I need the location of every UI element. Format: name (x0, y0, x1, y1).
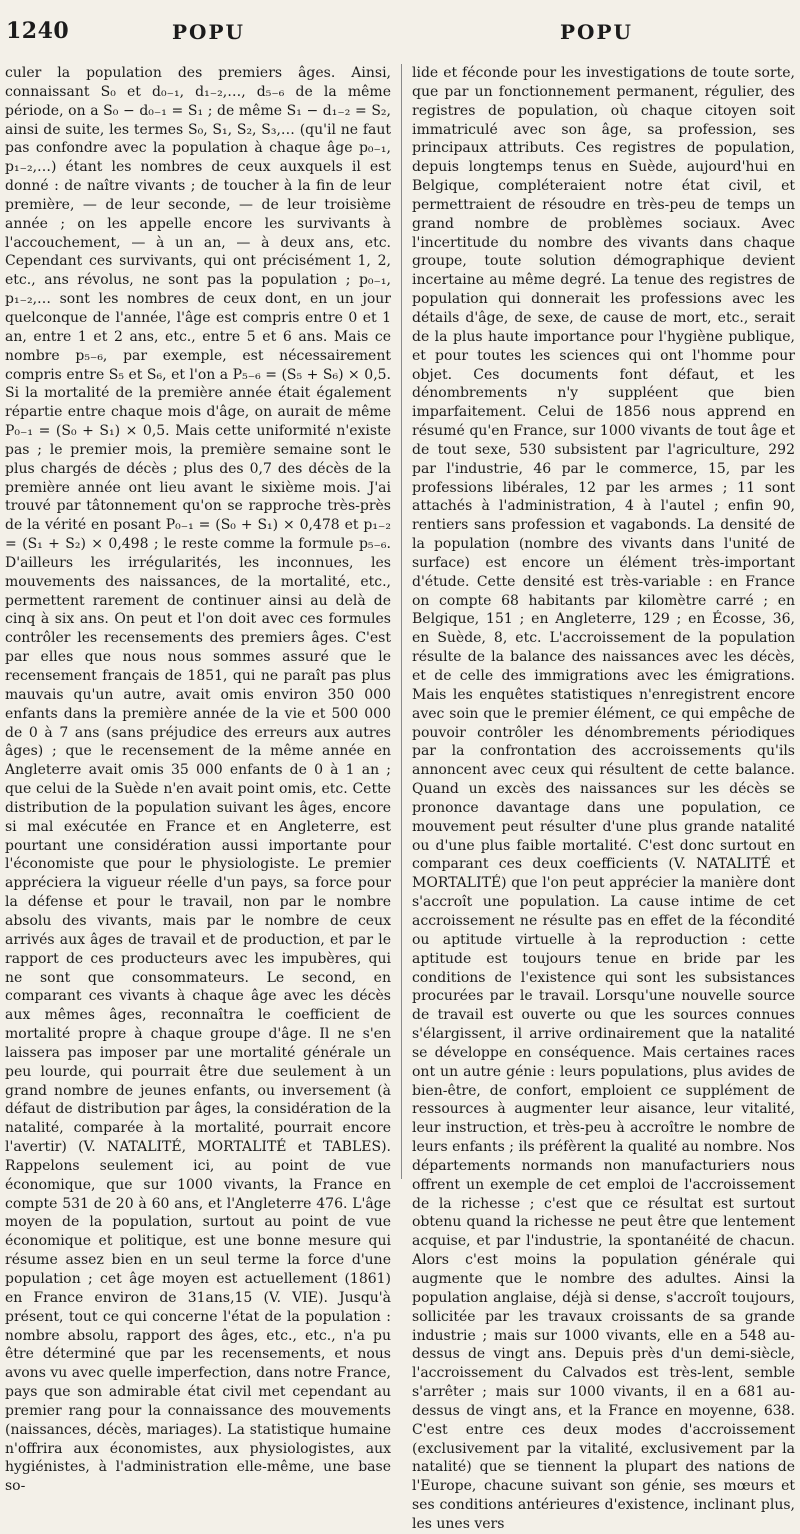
page-number: 1240 (6, 18, 70, 44)
left-column (5, 64, 391, 1495)
column-divider (401, 64, 402, 1179)
running-head-left: POPU (172, 20, 245, 44)
left-column-text: culer la population des premiers âges. Ainsi, connaissant S₀ et d₀₋₁, d₁₋₂,…, d₅₋₆ de la même période, on a S₀ − d₀₋₁ = S₁ ; de même S₁ − d₁₋₂ = S₂, ainsi de suite, les termes S₀, S₁, S₂, S₃,… (qu'il ne faut pas confondre avec la population à chaque âge p₀₋₁, p₁₋₂,…) étant les nombres de ceux auxquels il est donné : de naître vivants ; de toucher à la fin de leur première, — de leur seconde, — de leur troisième année ; on les appelle encore les survivants à l'accouchement, — à un an, — à deux ans, etc. Cependant ces survivants, qui ont précisément 1, 2, etc., ans révolus, ne sont pas la population ; p₀₋₁, p₁₋₂,… sont les nombres de ceux dont, en un jour quelconque de l'année, l'âge est compris entre 0 et 1 an, entre 1 et 2 ans, etc., entre 5 et 6 ans. Mais ce nombre p₅₋₆, par exemple, est nécessairement compris entre S₅ et S₆, et l'on a P₅₋₆ = (S₅ + S₆) × 0,5. Si la mortalité de la première année était également répartie entre chaque mois d'âge, on aurait de même P₀₋₁ = (S₀ + S₁) × 0,5. Mais cette uniformité n'existe pas ; le premier mois, la première semaine sont le plus chargés de décès ; plus des 0,7 des décès de la première année ont lieu avant le sixième mois. J'ai trouvé par tâtonnement qu'on se rapproche très-près de la vérité en posant P₀₋₁ = (S₀ + S₁) × 0,478 et p₁₋₂ = (S₁ + S₂) × 0,498 ; le reste comme la formule p₅₋₆. D'ailleurs les irrégularités, les inconnues, les mouvements des naissances, de la mortalité, etc., permettent rarement de continuer ainsi au delà de cinq à six ans. On peut et l'on doit avec ces formules contrôler les recensements des premiers âges. C'est par elles que nous nous sommes assuré que le recensement français de 1851, qui ne paraît pas plus mauvais qu'un autre, avait omis environ 350 000 enfants dans la première année de la vie et 500 000 de 0 à 7 ans (sans préjudice des erreurs aux autres âges) ; que le recensement de la même année en Angleterre avait omis 35 000 enfants de 0 à 1 an ; que celui de la Suède n'en avait point omis, etc. Cette distribution de la population suivant les âges, encore si mal exécutée en France et en Angleterre, est pourtant une considération aussi importante pour l'économiste que pour le physiologiste. Le premier appréciera la vigueur réelle d'un pays, sa force pour la défense et pour le travail, non par le nombre absolu des vivants, mais par le nombre de ceux arrivés aux âges de travail et de production, et par le rapport de ces producteurs avec les impubères, qui ne sont que consommateurs. Le second, en comparant ces vivants à chaque âge avec les décès aux mêmes âges, reconnaîtra le coefficient de mortalité propre à chaque groupe d'âge. Il ne s'en laissera pas imposer par une mortalité générale un peu lourde, qui pourrait être due seulement à un grand nombre de jeunes enfants, ou inversement (à défaut de distribution par âges, la considération de la natalité, comparée à la mortalité, pourrait encore l'avertir) (V. NATALITÉ, MORTALITÉ et TABLES). Rappelons seulement ici, au point de vue économique, que sur 1000 vivants, la France en compte 531 de 20 à 60 ans, et l'Angleterre 476. L'âge moyen de la population, surtout au point de vue économique et politique, est une bonne mesure qui résume assez bien en un seul terme la force d'une population ; cet âge moyen est actuellement (1861) en France environ de 31ans,15 (V. VIE). Jusqu'à présent, tout ce qui concerne l'état de la population : nombre absolu, rapport des âges, etc., etc., n'a pu être déterminé que par les recensements, et nous avons vu avec quelle imperfection, dans notre France, pays que son admirable état civil met cependant au premier rang pour la connaissance des mouvements (naissances, décès, mariages). La statistique humaine n'offrira aux économistes, aux physiologistes, aux hygiénistes, à l'administration elle-même, une base so- (5, 65, 391, 1495)
right-column-text: lide et féconde pour les investigations de toute sorte, que par un fonctionnement permanent, régulier, des registres de population, où chaque citoyen soit immatriculé avec son âge, sa profession, ses principaux attributs. Ces registres de population, depuis longtemps tenus en Suède, aujourd'hui en Belgique, compléteraient notre état civil, et permettraient de résoudre en très-peu de temps un grand nombre de problèmes sociaux. Avec l'incertitude du nombre des vivants dans chaque groupe, toute solution démographique devient incertaine au même degré. La tenue des registres de population qui donnerait les professions avec les détails d'âge, de sexe, de cause de mort, etc., serait de la plus haute importance pour l'hygiène publique, et pour toutes les sciences qui ont l'homme pour objet. Ces documents font défaut, et les dénombrements n'y suppléent que bien imparfaitement. Celui de 1856 nous apprend en résumé qu'en France, sur 1000 vivants de tout âge et de tout sexe, 530 subsistent par l'agriculture, 292 par l'industrie, 46 par le commerce, 15, par les professions libérales, 12 par les armes ; 11 sont attachés à l'administration, 4 à l'autel ; enfin 90, rentiers sans profession et vagabonds. La densité de la population (nombre des vivants dans l'unité de surface) est encore un élément très-important d'étude. Cette densité est très-variable : en France on compte 68 habitants par kilomètre carré ; en Belgique, 151 ; en Angleterre, 129 ; en Écosse, 36, en Suède, 8, etc. L'accroissement de la population résulte de la balance des naissances avec les décès, et de celle des immigrations avec les émigrations. Mais les enquêtes statistiques n'enregistrent encore avec soin que le premier élément, ce qui empêche de pouvoir contrôler les dénombrements périodiques par la confrontation des accroissements qu'ils annoncent avec ceux qui résultent de cette balance. Quand un excès des naissances sur les décès se prononce davantage dans une population, ce mouvement peut résulter d'une plus grande natalité ou d'une plus faible mortalité. C'est donc surtout en comparant ces deux coefficients (V. NATALITÉ et MORTALITÉ) que l'on peut apprécier la manière dont s'accroît une population. La cause intime de cet accroissement ne résulte pas en effet de la fécondité ou aptitude virtuelle à la reproduction : cette aptitude est toujours tenue en bride par les conditions de l'existence qui sont les subsistances procurées par le travail. Lorsqu'une nouvelle source de travail est ouverte ou que les sources connues s'élargissent, il arrive ordinairement que la natalité se développe en conséquence. Mais certaines races ont un autre génie : leurs populations, plus avides de bien-être, de confort, emploient ce supplément de ressources à augmenter leur aisance, leur vitalité, leur instruction, et très-peu à accroître le nombre de leurs enfants ; ils préfèrent la qualité au nombre. Nos départements normands non manufacturiers nous offrent un exemple de cet emploi de l'accroissement de la richesse ; c'est que ce résultat est surtout obtenu quand la richesse ne peut être que lentement acquise, et par l'industrie, la spontanéité de chacun. Alors c'est moins la population générale qui augmente que le nombre des adultes. Ainsi la population anglaise, déjà si dense, s'accroît toujours, sollicitée par les travaux croissants de sa grande industrie ; mais sur 1000 vivants, elle en a 548 au-dessus de vingt ans. Depuis près d'un demi-siècle, l'accroissement du Calvados est très-lent, semble s'arrêter ; mais sur 1000 vivants, il en a 681 au-dessus de vingt ans, et la France en moyenne, 638. C'est entre ces deux modes d'accroissement (exclusivement par la vitalité, exclusivement par la natalité) que se tiennent la plupart des nations de l'Europe, chacune suivant son génie, ses mœurs et ses conditions antérieures d'existence, inclinant plus, les unes vers (412, 65, 795, 1532)
right-column (412, 64, 795, 1532)
running-head-right: POPU (560, 20, 633, 44)
